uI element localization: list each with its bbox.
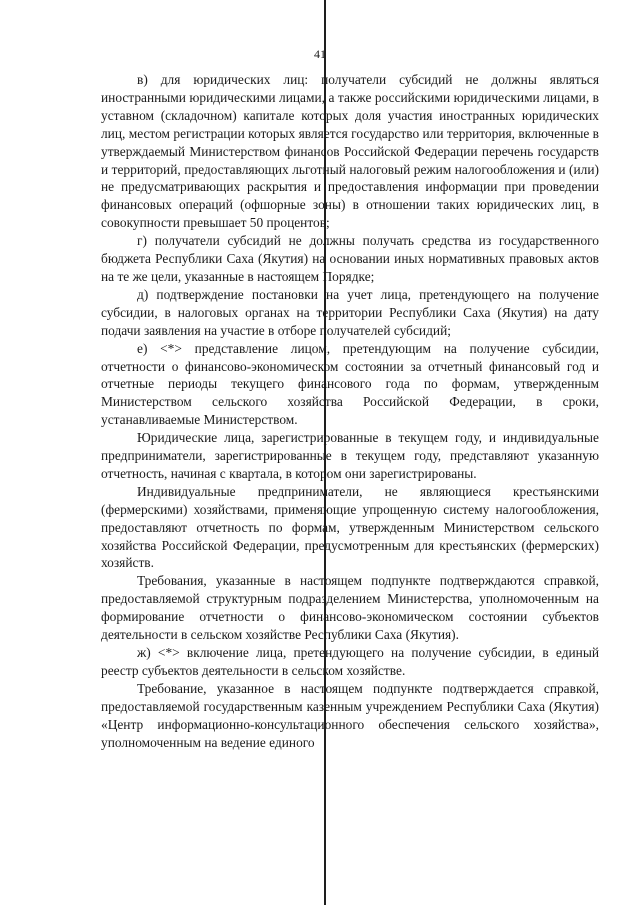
paragraph-legal-entities: Юридические лица, зарегистрированные в текущем году, и индивидуальные предприниматели, зарегистрированные в текущем году, представляют указанную отчетность, начиная с квартала, в котором они зарегистрированы. xyxy=(101,430,599,481)
paragraph-requirements-e: Требования, указанные в настоящем подпункте подтверждаются справкой, предоставляемой структурным подразделением Министерства, уполномоченным на формирование отчетности о финансово-экономическом состоянии субъектов деятельности в сельском хозяйстве Республики Саха (Якутия). xyxy=(101,573,599,643)
paragraph-entrepreneurs: Индивидуальные предприниматели, не являющиеся крестьянскими (фермерскими) хозяйствами, применяющие упрощенную систему налогообложения, предоставляют отчетность по формам, утвержденным Министерством сельского хозяйства Российской Федерации, предусмотренным для крестьянских (фермерских) хозяйств. xyxy=(101,483,599,571)
paragraph-zh: ж) <*> включение лица, претендующего на получение субсидии, в единый реестр субъектов деятельности в сельском хозяйстве. xyxy=(101,645,599,678)
paragraph-v: в) для юридических лиц: получатели субсидий не должны являться иностранными юридическими лицами, а также российскими юридическими лицами, в уставном (складочном) капитале которых доля участия иностранных юридических лиц, местом регистрации которых является государство или территория, включенные в утверждаемый Министерством финансов Российской Федерации перечень государств и территорий, предоставляющих льготный налоговый режим налогообложения и (или) не предусматривающих раскрытия и предоставления информации при проведении финансовых операций (офшорные зоны) в отношении таких юридических лиц, в совокупности превышает 50 процентов; xyxy=(101,72,599,231)
paragraph-g: г) получатели субсидий не должны получать средства из государственного бюджета Республики Саха (Якутия) на основании иных нормативных правовых актов на те же цели, указанные в настоящем Порядке; xyxy=(101,233,599,284)
paragraph-d: д) подтверждение постановки на учет лица, претендующего на получение субсидии, в налоговых органах на территории Республики Саха (Якутия) на дату подачи заявления на участие в отборе получателей субсидий; xyxy=(101,286,599,338)
document-body xyxy=(101,71,599,751)
paragraph-e: е) <*> представление лицом, претендующим на получение субсидии, отчетности о финансово-экономическом состоянии за отчетный финансовый год и отчетные периоды текущего финансового года по формам, утвержденным Министерством сельского хозяйства Российской Федерации, в сроки, устанавливаемые Министерством. xyxy=(101,340,599,428)
paragraph-requirement-zh: Требование, указанное в настоящем подпункте подтверждается справкой, предоставляемой государственным казенным учреждением Республики Саха (Якутия) «Центр информационно-консультационного обеспечения сельского хозяйства», уполномоченным на ведение единого xyxy=(101,680,599,750)
page-number: 41 xyxy=(314,47,326,61)
